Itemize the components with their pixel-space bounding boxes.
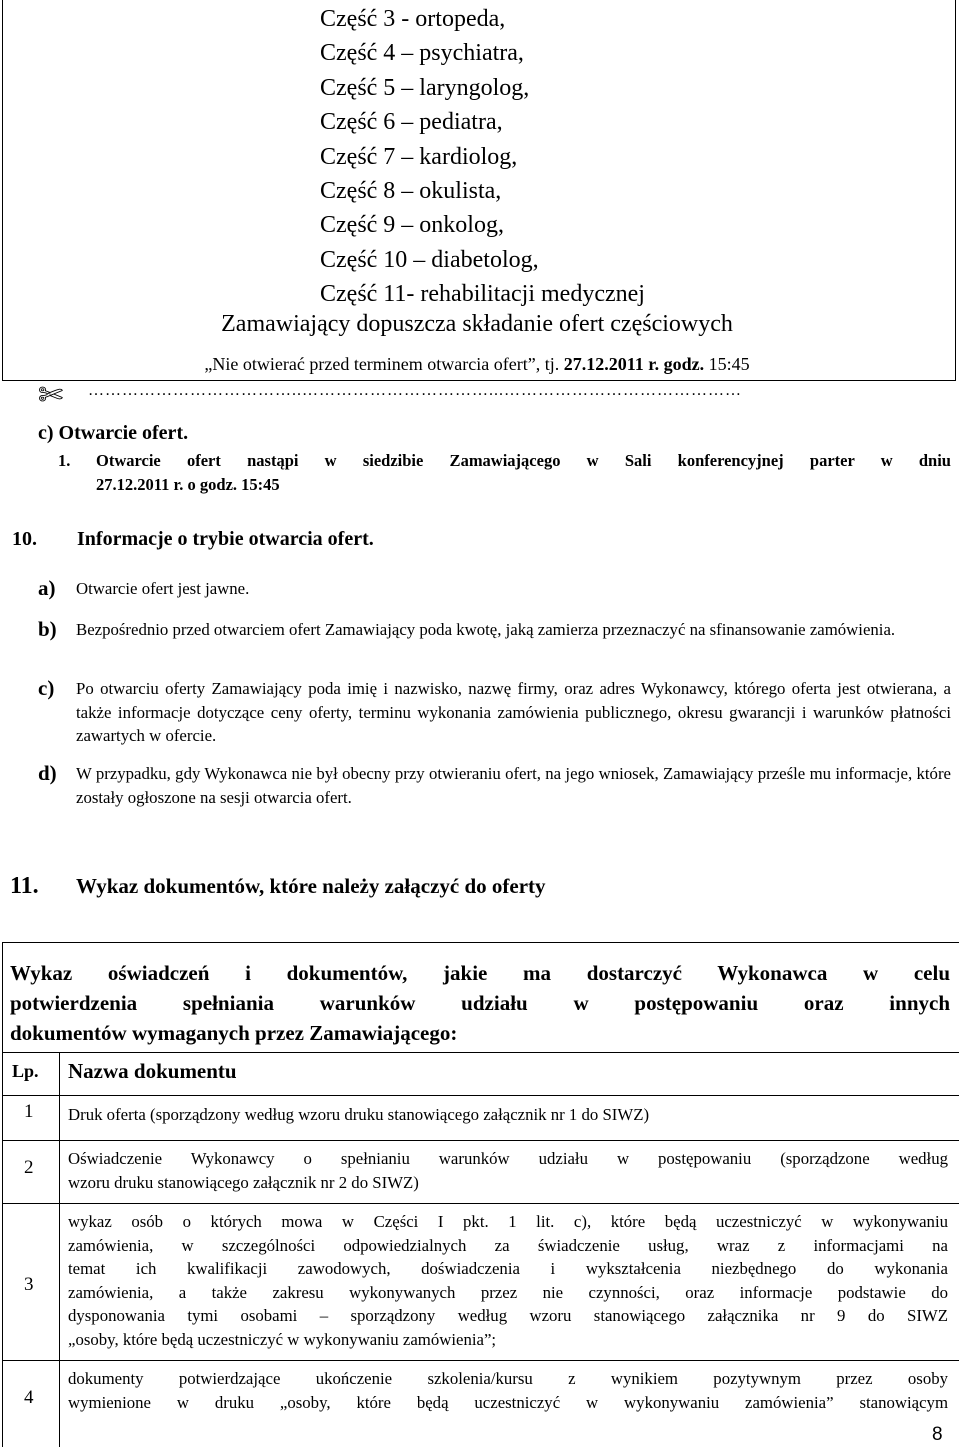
table-title: [10, 958, 950, 1048]
list-letter: c): [38, 676, 55, 700]
section-c-heading: c) Otwarcie ofert.: [38, 422, 189, 444]
part-item: Część 4 – psychiatra,: [320, 40, 524, 67]
list-text: Bezpośrednio przed otwarciem ofert Zamawiający poda kwotę, jaką zamierza przeznaczyć na sfinansowanie zamówienia.: [76, 620, 896, 639]
list-item: [38, 762, 951, 809]
cell-line: zamówienia, a także zakresu wykonywanych przez nie czynności, oraz informacje podstawie do: [68, 1282, 948, 1302]
section-title: Informacje o trybie otwarcia ofert.: [77, 528, 374, 550]
column-header-lp: Lp.: [12, 1061, 39, 1081]
part-item: Część 3 - ortopeda,: [320, 6, 506, 32]
table-divider: [2, 1095, 959, 1096]
table-column-divider: [59, 1052, 60, 1447]
cut-line: ………………………………..……………………………...……………………………………: [88, 382, 742, 399]
table-cell: [68, 1367, 948, 1414]
cell-line: temat ich kwalifikacji zawodowych, doświadczenia i wykształcenia niezbędnego do wykonania: [68, 1259, 948, 1279]
part-item: Część 5 – laryngolog,: [320, 74, 530, 101]
part-item: Część 6 – pediatra,: [320, 109, 503, 136]
table-divider: [2, 1052, 959, 1053]
parts-list: [320, 2, 645, 312]
section-number: 10.: [12, 528, 37, 550]
table-title-line: dokumentów wymaganych przez Zamawiającego:: [10, 1021, 458, 1045]
section-title: Wykaz dokumentów, które należy załączyć do oferty: [76, 874, 546, 898]
row-number: 3: [24, 1274, 34, 1295]
part-item: Część 7 – kardiolog,: [320, 143, 518, 170]
row-number: 2: [24, 1157, 34, 1178]
notice-time: 15:45: [704, 354, 750, 374]
list-item: [38, 618, 951, 642]
list-letter: a): [38, 576, 56, 600]
list-letter: d): [38, 761, 57, 785]
partial-offers-statement: Zamawiający dopuszcza składanie ofert częściowych: [221, 311, 733, 337]
cell-line: dysponowania tymi osobami – sporządzony według wzoru stanowiącego załącznika nr 9 do SIWZ: [68, 1306, 948, 1326]
table-cell: [68, 1147, 948, 1194]
cell-line: Oświadczenie Wykonawcy o spełnianiu warunków udziału w postępowaniu (sporządzone według: [68, 1149, 948, 1168]
cell-line: zamówienia, w szczególności odpowiedzialnych za świadczenie usług, wraz z informacjami na: [68, 1235, 948, 1255]
cell-line: wymienione w druku „osoby, które będą uczestniczyć w wykonywaniu zamówienia” stanowiącym: [68, 1392, 948, 1412]
list-letter: b): [38, 617, 57, 641]
table-divider: [2, 1360, 959, 1361]
item-number: 1.: [58, 451, 71, 470]
list-text: Otwarcie ofert jest jawne.: [76, 579, 250, 598]
table-title-line: Wykaz oświadczeń i dokumentów, jakie ma dostarczyć Wykonawca w celu: [10, 961, 950, 985]
cell-line: wykaz osób o których mowa w Części I pkt. 1 lit. c), które będą uczestniczyć w wykonywaniu: [68, 1212, 948, 1231]
cell-line: Druk oferta (sporządzony według wzoru druku stanowiącego załącznik nr 1 do SIWZ): [68, 1105, 650, 1124]
section-number: 11.: [10, 873, 39, 899]
part-item: Część 10 – diabetolog,: [320, 246, 539, 273]
row-number: 4: [24, 1387, 34, 1408]
list-text: Po otwarciu oferty Zamawiający poda imię i nazwisko, nazwę firmy, oraz adres Wykonawcy, którego oferta jest otwierana, a także informacje dotyczące ceny oferty, terminu wykonania zamówienia publicznego, okresu gwarancji i warunków płatności zawartych w ofercie.: [76, 679, 951, 746]
notice-date: 27.12.2011 r. godz.: [563, 354, 705, 374]
table-divider: [2, 1140, 959, 1141]
do-not-open-notice: [0, 354, 954, 375]
scissors-icon: ✄: [38, 379, 64, 412]
opening-place-item: [58, 449, 951, 494]
list-item: [38, 677, 951, 748]
cell-line: wzoru druku stanowiącego załącznik nr 2 do SIWZ): [68, 1172, 419, 1192]
cell-line: „osoby, które będą uczestniczyć w wykonywaniu zamówienia”;: [68, 1329, 497, 1349]
page-number: 8: [932, 1424, 943, 1445]
notice-prefix: „Nie otwierać przed terminem otwarcia ofert”, tj.: [204, 354, 564, 374]
part-item: Część 9 – onkolog,: [320, 212, 504, 239]
column-header-name: Nazwa dokumentu: [68, 1059, 237, 1083]
table-title-line: potwierdzenia spełniania warunków udziału w postępowaniu oraz innych: [10, 991, 950, 1015]
list-item: [38, 577, 951, 601]
section-10-heading: [12, 528, 374, 551]
part-item: Część 8 – okulista,: [320, 178, 502, 205]
table-cell: [68, 1103, 948, 1127]
list-text: W przypadku, gdy Wykonawca nie był obecny przy otwieraniu ofert, na jego wniosek, Zamawiający prześle mu informacje, które zostały ogłoszone na sesji otwarcia ofert.: [76, 764, 951, 807]
table-cell: [68, 1210, 948, 1352]
table-divider: [2, 1203, 959, 1204]
section-11-heading: [10, 873, 546, 900]
part-item: Część 11- rehabilitacji medycznej: [320, 281, 645, 308]
opening-place-line1: Otwarcie ofert nastąpi w siedzibie Zamawiającego w Sali konferencyjnej parter w dniu: [96, 451, 951, 470]
cell-line: dokumenty potwierdzające ukończenie szkolenia/kursu z wynikiem pozytywnym przez osoby: [68, 1369, 948, 1388]
opening-place-line2: 27.12.2011 r. o godz. 15:45: [96, 475, 280, 494]
row-number: 1: [24, 1101, 34, 1122]
